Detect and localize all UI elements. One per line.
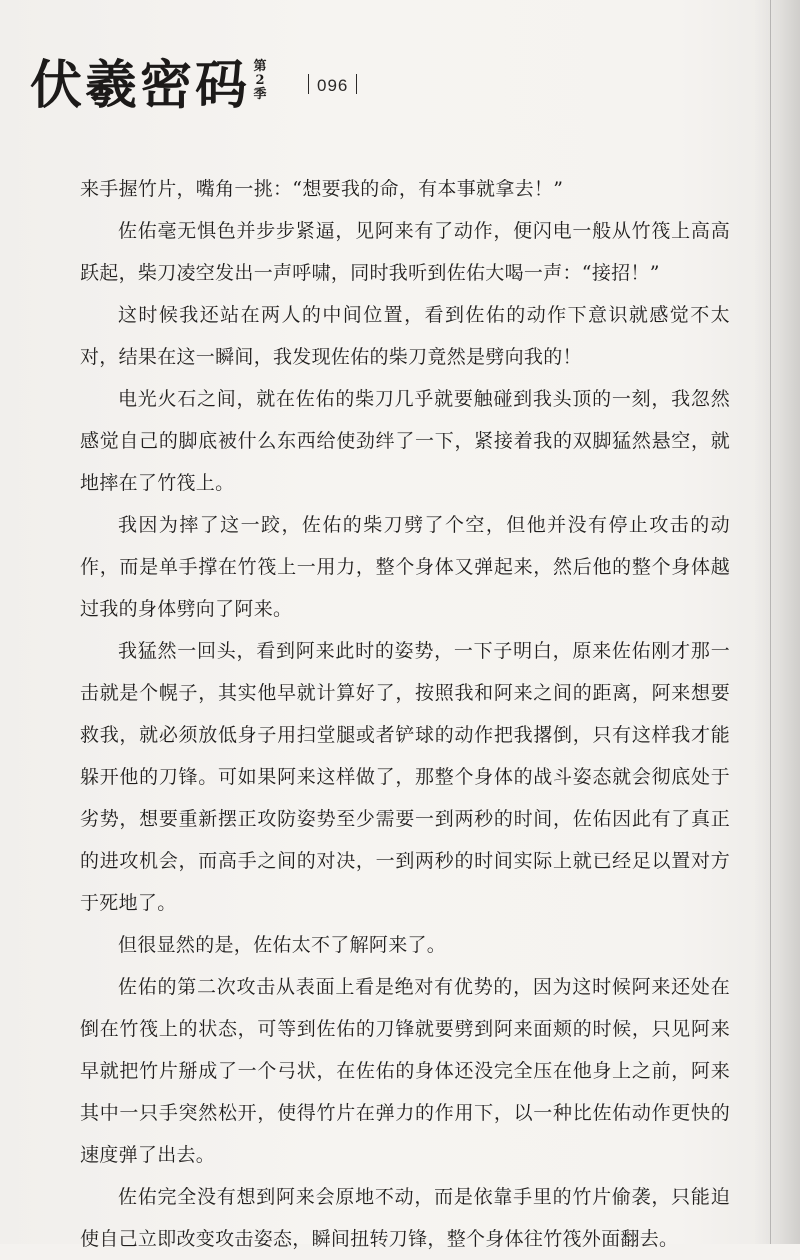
paragraph: 来手握竹片，嘴角一挑：“想要我的命，有本事就拿去！” [80,178,564,200]
book-title: 伏羲密码 [30,55,251,116]
paragraph: 但很显然的是，佐佑太不了解阿来了。 [118,934,447,956]
page-number: 096 [317,76,349,95]
season-char: 季 [253,87,267,102]
paragraph: 我因为摔了这一跤，佐佑的柴刀劈了个空，但他并没有停止攻击的动作，而是单手撑在竹筏上一用力，整个身体又弹起来，然后他的整个身体越过我的身体劈向了阿来。 [80,514,730,620]
body-text [80,168,730,1260]
season-label [250,60,270,102]
paragraph: 佐佑完全没有想到阿来会原地不动，而是依靠手里的竹片偷袭，只能迫使自己立即改变攻击姿态，瞬间扭转刀锋，整个身体往竹筏外面翻去。 [80,1186,730,1250]
spine-shadow [754,0,800,1244]
paragraph: 佐佑的第二次攻击从表面上看是绝对有优势的，因为这时候阿来还处在倒在竹筏上的状态，可等到佐佑的刀锋就要劈到阿来面颊的时候，只见阿来早就把竹片掰成了一个弓状，在佐佑的身体还没完全压在他身上之前，阿来其中一只手突然松开，使得竹片在弹力的作用下，以一种比佐佑动作更快的速度弹了出去。 [80,976,730,1166]
page-header [30,46,550,126]
season-char: 第 [253,59,267,74]
paragraph: 我猛然一回头，看到阿来此时的姿势，一下子明白，原来佐佑刚才那一击就是个幌子，其实他早就计算好了，按照我和阿来之间的距离，阿来想要救我，就必须放低身子用扫堂腿或者铲球的动作把我撂倒，只有这样我才能躲开他的刀锋。可如果阿来这样做了，那整个身体的战斗姿态就会彻底处于劣势，想要重新摆正攻防姿势至少需要一到两秒的时间，佐佑因此有了真正的进攻机会，而高手之间的对决，一到两秒的时间实际上就已经足以置对方于死地了。 [80,640,730,914]
paragraph: 佐佑毫无惧色并步步紧逼，见阿来有了动作，便闪电一般从竹筏上高高跃起，柴刀凌空发出一声呼啸，同时我听到佐佑大喝一声：“接招！” [80,220,730,284]
paragraph: 这时候我还站在两人的中间位置，看到佐佑的动作下意识就感觉不太对，结果在这一瞬间，我发现佐佑的柴刀竟然是劈向我的！ [80,304,730,368]
page-number-box [300,70,365,102]
paragraph: 电光火石之间，就在佐佑的柴刀几乎就要触碰到我头顶的一刻，我忽然感觉自己的脚底被什么东西给使劲绊了一下，紧接着我的双脚猛然悬空，就地摔在了竹筏上。 [80,388,730,494]
page-number-divider-left [308,74,309,94]
season-char: 2 [255,73,265,88]
page-number-divider-right [356,74,357,94]
spine-line [770,0,771,1244]
